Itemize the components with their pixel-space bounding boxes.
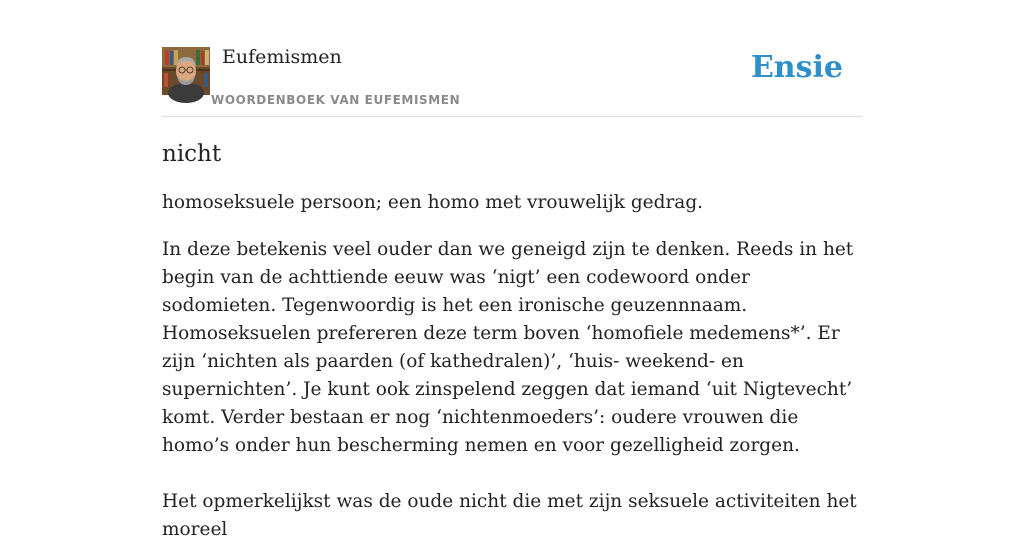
author-name[interactable]: Eufemismen (222, 46, 342, 68)
page-header (162, 46, 862, 117)
author-portrait-icon (162, 47, 210, 95)
author-avatar[interactable] (162, 47, 210, 95)
entry-paragraph: Het opmerkelijkst was de oude nicht die met zijn seksuele activiteiten het moreel (162, 491, 857, 540)
collection-name[interactable]: WOORDENBOEK VAN EUFEMISMEN (211, 93, 461, 107)
entry-definition: homoseksuele persoon; een homo met vrouwelijk gedrag. (162, 192, 704, 213)
site-logo[interactable]: Ensie (750, 50, 843, 85)
entry-title: nicht (162, 141, 222, 167)
entry-article (162, 137, 862, 544)
entry-paragraph: In deze betekenis veel ouder dan we geneigd zijn te denken. Reeds in het begin van de achttiende eeuw was ‘nigt’ een codewoord onder sodomieten. Tegenwoordig is het een ironische geuzennnaam. Homoseksuelen prefereren deze term boven ‘homofiele medemens*’. Er zijn ‘nichten als paarden (of kathedralen)’, ‘huis- weekend- en supernichten’. Je kunt ook zinspelend zeggen dat iemand ‘uit Nigtevecht’ komt. Verder bestaan er nog ‘nichtenmoeders’: oudere vrouwen die homo’s onder hun bescherming nemen en voor gezelligheid zorgen. (162, 239, 854, 456)
